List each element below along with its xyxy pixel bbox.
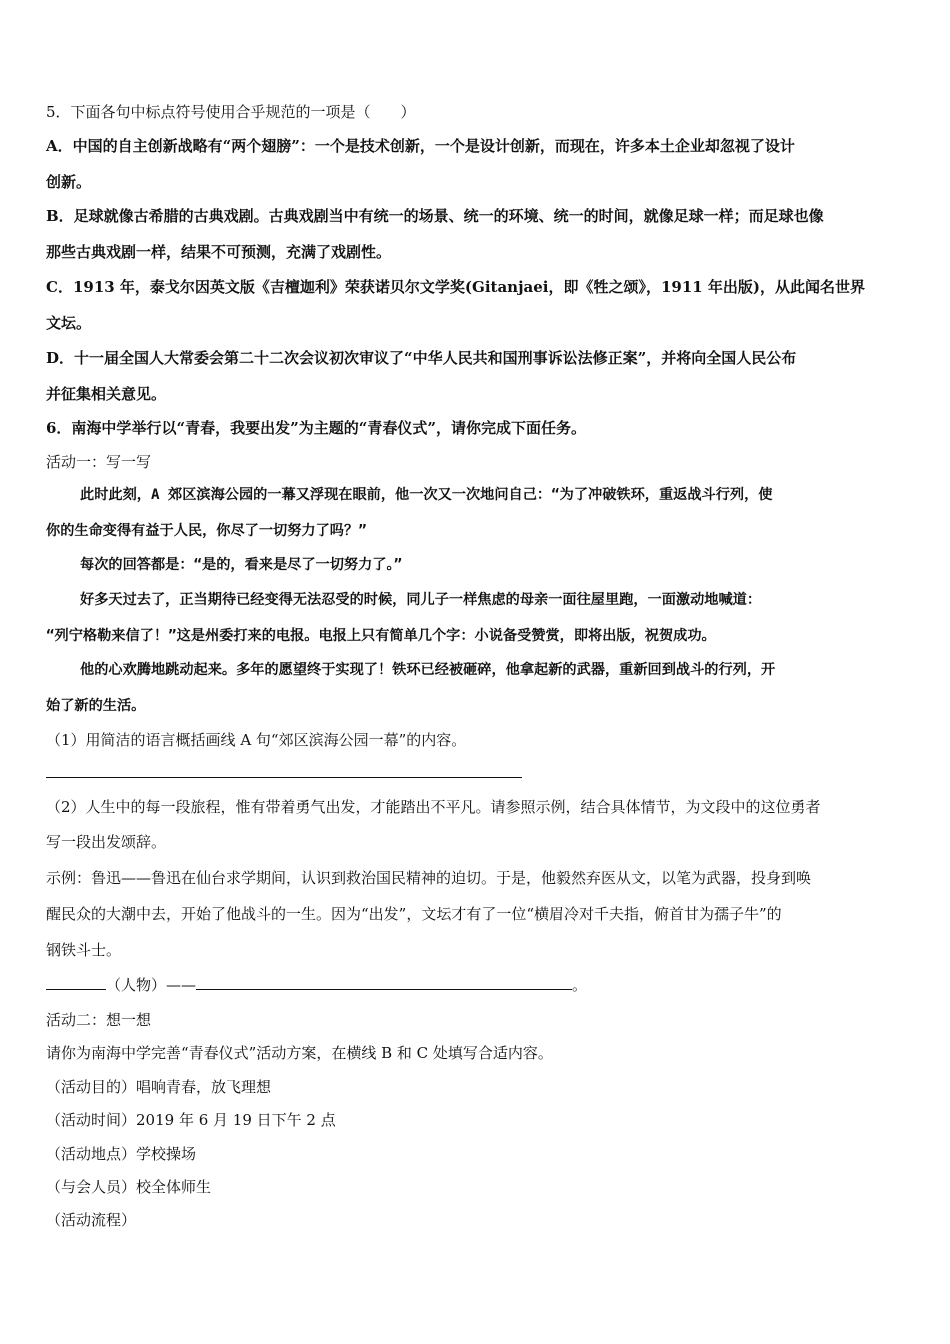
activity2-intro: 请你为南海中学完善“青春仪式”活动方案，在横线 B 和 C 处填写合适内容。: [46, 1044, 553, 1062]
passage-p1-line2: 你的生命变得有益于人民，你尽了一切努力了吗？”: [46, 523, 367, 539]
sub-question-2-line1: （2）人生中的每一段旅程，惟有带着勇气出发，才能踏出不平凡。请参照示例，结合具体情节，为文段中的这位勇者: [46, 798, 821, 816]
q5-option-a-line2: 创新。: [46, 173, 92, 191]
plan-participants: （与会人员）校全体师生: [46, 1178, 212, 1196]
fill-in-row: [46, 975, 910, 995]
person-blank[interactable]: [46, 975, 106, 990]
tribute-blank[interactable]: [196, 975, 572, 990]
plan-place: （活动地点）学校操场: [46, 1145, 197, 1163]
q5-option-b-line1: B．足球就像古希腊的古典戏剧。古典戏剧当中有统一的场景、统一的环境、统一的时间，就像足球一样；而足球也像: [46, 207, 824, 225]
passage-p3-line1: 好多天过去了，正当期待已经变得无法忍受的时候，同儿子一样焦虑的母亲一面往屋里跑，一面激动地喊道：: [80, 592, 762, 608]
answer-line-1[interactable]: [46, 777, 522, 778]
example-line3: 钢铁斗士。: [46, 941, 122, 959]
q6-stem: 6．南海中学举行以“青春，我要出发”为主题的“青春仪式”，请你完成下面任务。: [46, 419, 586, 437]
sub-question-1: （1）用简洁的语言概括画线 A 句“郊区滨海公园一幕”的内容。: [46, 731, 467, 749]
plan-process: （活动流程）: [46, 1211, 137, 1229]
q5-option-c-line2: 文坛。: [46, 314, 92, 332]
sub-question-2-line2: 写一段出发颂辞。: [46, 833, 167, 851]
q5-option-c-line1: C．1913 年，泰戈尔因英文版《吉檀迦利》荣获诺贝尔文学奖(Gitanjaei，即《牲之颂》，1911 年出版)，从此闻名世界: [46, 278, 866, 296]
passage-p3-line2: “列宁格勒来信了！”这是州委打来的电报。电报上只有简单几个字：小说备受赞赏，即将出版，祝贺成功。: [46, 628, 716, 644]
activity2-title: 活动二：想一想: [46, 1011, 152, 1029]
fill-end-mark: 。: [572, 976, 588, 994]
passage-p1-line1: 此时此刻，A 郊区滨海公园的一幕又浮现在眼前，他一次又一次地问自己：“为了冲破铁环，重返战斗行列，使: [80, 487, 773, 503]
example-line1: 示例：鲁迅——鲁迅在仙台求学期间，认识到救治国民精神的迫切。于是，他毅然弃医从文，以笔为武器，投身到唤: [46, 869, 812, 887]
plan-purpose: （活动目的）唱响青春，放飞理想: [46, 1078, 272, 1096]
q5-option-d-line2: 并征集相关意见。: [46, 385, 167, 403]
passage-p2: 每次的回答都是：“是的，看来是尽了一切努力了。”: [80, 557, 403, 573]
q5-stem: 5．下面各句中标点符号使用合乎规范的一项是（ ）: [46, 103, 416, 121]
q5-option-d-line1: D．十一届全国人大常委会第二十二次会议初次审议了“中华人民共和国刑事诉讼法修正案”，并将向全国人民公布: [46, 349, 797, 367]
activity1-title: 活动一：写一写: [46, 453, 152, 471]
passage-p4-line2: 始了新的生活。: [46, 698, 146, 714]
example-line2: 醒民众的大潮中去，开始了他战斗的一生。因为“出发”，文坛才有了一位“横眉冷对千夫指，俯首甘为孺子牛”的: [46, 905, 782, 923]
person-label: （人物）——: [106, 976, 197, 994]
passage-p4-line1: 他的心欢腾地跳动起来。多年的愿望终于实现了！铁环已经被砸碎，他拿起新的武器，重新回到战斗的行列，开: [80, 662, 776, 678]
q5-option-a-line1: A．中国的自主创新战略有“两个翅膀”：一个是技术创新，一个是设计创新，而现在，许多本土企业却忽视了设计: [46, 137, 795, 155]
plan-time: （活动时间）2019 年 6 月 19 日下午 2 点: [46, 1111, 336, 1129]
q5-option-b-line2: 那些古典戏剧一样，结果不可预测，充满了戏剧性。: [46, 243, 392, 261]
